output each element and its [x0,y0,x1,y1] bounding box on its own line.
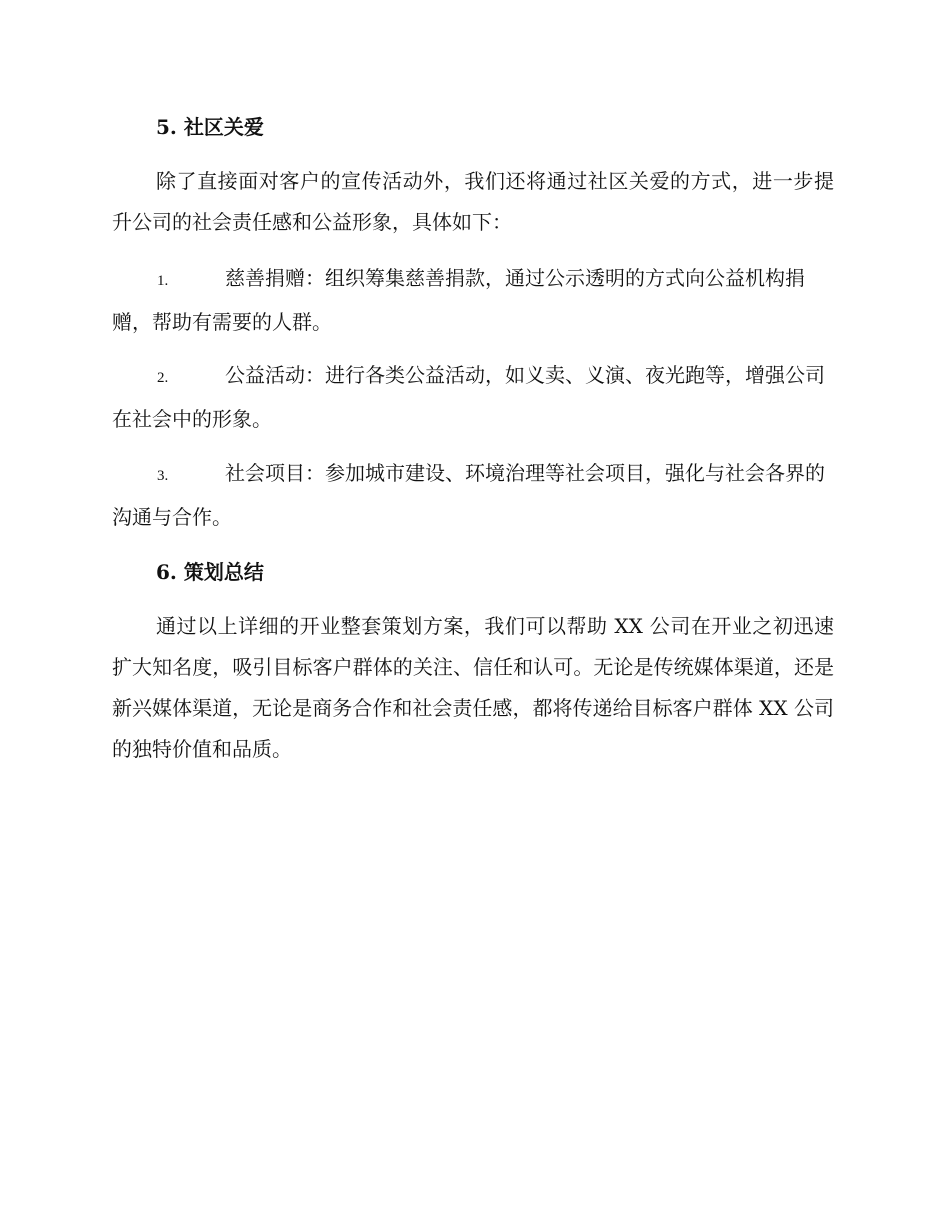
section-5-intro: 除了直接面对客户的宣传活动外，我们还将通过社区关爱的方式，进一步提升公司的社会责任感和公益形象，具体如下： [112,169,834,234]
section-6-body: 通过以上详细的开业整套策划方案，我们可以帮助 XX 公司在开业之初迅速扩大知名度，吸引目标客户群体的关注、信任和认可。无论是传统媒体渠道，还是新兴媒体渠道，无论是商务合作和社会责任感，都将传递给目标客户群体 XX 公司的独特价值和品质。 [112,614,834,761]
list-number-2: 2. [157,370,169,386]
list-text-2: 公益活动：进行各类公益活动，如义卖、义演、夜光跑等，增强公司在社会中的形象。 [112,363,825,431]
section-6-heading: 6. 策划总结 [156,560,264,584]
list-number-3: 3. [157,468,169,484]
list-item-2 [112,355,834,440]
list-text-1: 慈善捐赠：组织筹集慈善捐款，通过公示透明的方式向公益机构捐赠，帮助有需要的人群。 [112,266,805,334]
list-text-3: 社会项目：参加城市建设、环境治理等社会项目，强化与社会各界的沟通与合作。 [112,461,825,529]
list-number-1: 1. [157,273,169,289]
list-item-1 [112,258,834,343]
section-5-heading: 5. 社区关爱 [156,115,264,139]
list-item-3 [112,453,834,538]
